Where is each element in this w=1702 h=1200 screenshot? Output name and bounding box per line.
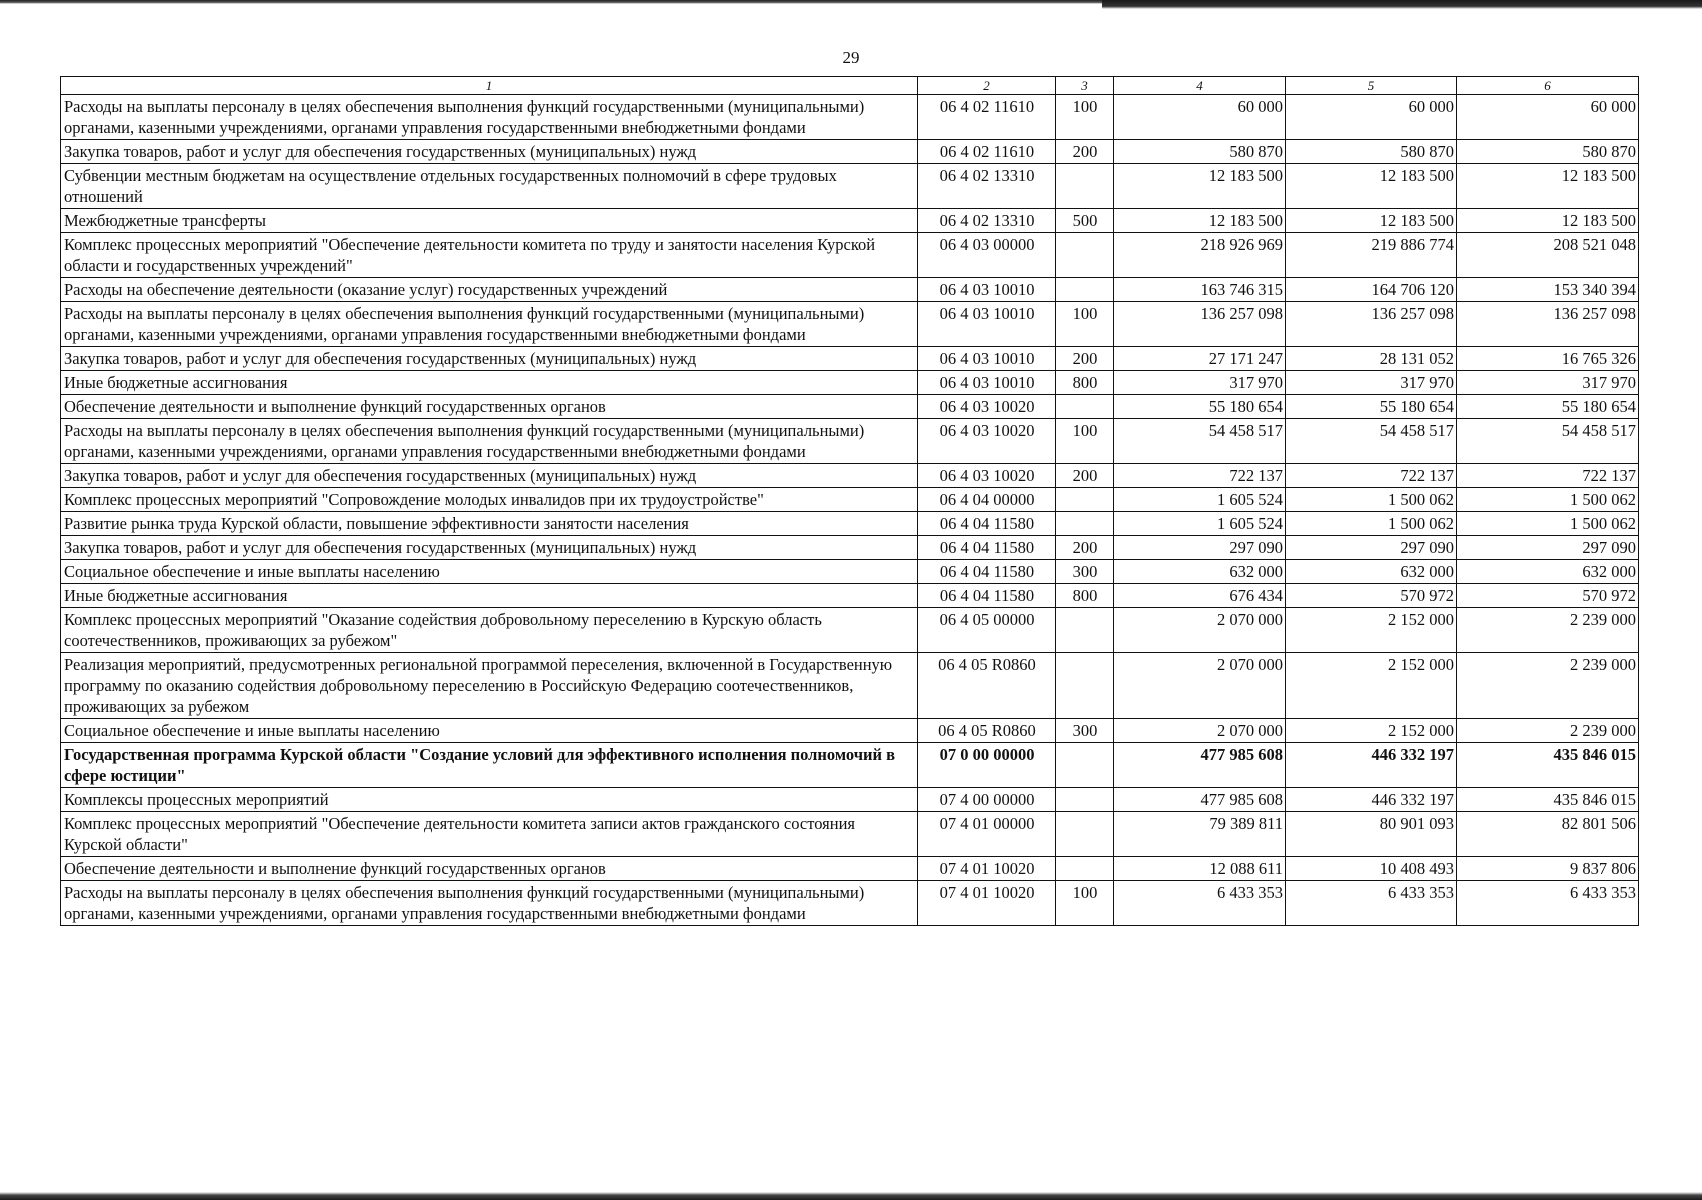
row-value-col4: 1 605 524 xyxy=(1114,488,1286,512)
row-value-col6: 317 970 xyxy=(1457,371,1639,395)
row-kind-cell: 200 xyxy=(1056,140,1114,164)
row-value-col4: 676 434 xyxy=(1114,584,1286,608)
row-name-cell: Социальное обеспечение и иные выплаты населению xyxy=(61,719,918,743)
row-value-col4: 297 090 xyxy=(1114,536,1286,560)
row-name-cell: Комплекс процессных мероприятий "Оказание содействия добровольному переселению в Курскую область соотечественников, проживающих за рубежом" xyxy=(61,608,918,653)
header-col-1: 1 xyxy=(61,77,918,95)
row-value-col4: 218 926 969 xyxy=(1114,233,1286,278)
row-kind-cell xyxy=(1056,812,1114,857)
row-value-col6: 2 239 000 xyxy=(1457,608,1639,653)
row-code-cell: 06 4 03 10020 xyxy=(918,395,1056,419)
row-value-col4: 12 183 500 xyxy=(1114,209,1286,233)
row-kind-cell: 100 xyxy=(1056,95,1114,140)
table-row xyxy=(61,419,1639,464)
row-name-cell: Закупка товаров, работ и услуг для обеспечения государственных (муниципальных) нужд xyxy=(61,140,918,164)
row-value-col6: 2 239 000 xyxy=(1457,653,1639,719)
table-row xyxy=(61,812,1639,857)
row-code-cell: 06 4 04 11580 xyxy=(918,512,1056,536)
row-value-col4: 477 985 608 xyxy=(1114,788,1286,812)
scan-edge-top-right xyxy=(1102,0,1702,9)
row-name-cell: Комплекс процессных мероприятий "Сопровождение молодых инвалидов при их трудоустройстве" xyxy=(61,488,918,512)
row-name-cell: Иные бюджетные ассигнования xyxy=(61,584,918,608)
row-value-col6: 1 500 062 xyxy=(1457,488,1639,512)
row-kind-cell xyxy=(1056,653,1114,719)
row-value-col5: 2 152 000 xyxy=(1286,608,1457,653)
table-row xyxy=(61,743,1639,788)
table-row xyxy=(61,464,1639,488)
row-code-cell: 06 4 03 10010 xyxy=(918,371,1056,395)
row-code-cell: 06 4 02 13310 xyxy=(918,164,1056,209)
row-kind-cell xyxy=(1056,164,1114,209)
row-name-cell: Обеспечение деятельности и выполнение функций государственных органов xyxy=(61,857,918,881)
table-row xyxy=(61,347,1639,371)
row-kind-cell: 800 xyxy=(1056,371,1114,395)
row-value-col5: 55 180 654 xyxy=(1286,395,1457,419)
row-value-col4: 27 171 247 xyxy=(1114,347,1286,371)
table-row xyxy=(61,881,1639,926)
table-row xyxy=(61,512,1639,536)
row-value-col4: 580 870 xyxy=(1114,140,1286,164)
row-value-col5: 80 901 093 xyxy=(1286,812,1457,857)
row-kind-cell xyxy=(1056,512,1114,536)
table-row xyxy=(61,278,1639,302)
row-kind-cell: 100 xyxy=(1056,419,1114,464)
row-kind-cell: 100 xyxy=(1056,881,1114,926)
row-name-cell: Государственная программа Курской области "Создание условий для эффективного исполнения полномочий в сфере юстиции" xyxy=(61,743,918,788)
header-col-3: 3 xyxy=(1056,77,1114,95)
row-kind-cell xyxy=(1056,608,1114,653)
row-name-cell: Расходы на выплаты персоналу в целях обеспечения выполнения функций государственными (муниципальными) органами, казенными учреждениями, органами управления государственными внебюджетными фондами xyxy=(61,419,918,464)
row-value-col4: 2 070 000 xyxy=(1114,719,1286,743)
row-value-col5: 632 000 xyxy=(1286,560,1457,584)
row-value-col6: 208 521 048 xyxy=(1457,233,1639,278)
header-col-4: 4 xyxy=(1114,77,1286,95)
table-row xyxy=(61,653,1639,719)
row-value-col4: 2 070 000 xyxy=(1114,653,1286,719)
row-value-col6: 6 433 353 xyxy=(1457,881,1639,926)
row-kind-cell xyxy=(1056,233,1114,278)
row-name-cell: Комплексы процессных мероприятий xyxy=(61,788,918,812)
row-code-cell: 06 4 03 10010 xyxy=(918,278,1056,302)
row-value-col5: 2 152 000 xyxy=(1286,719,1457,743)
row-name-cell: Закупка товаров, работ и услуг для обеспечения государственных (муниципальных) нужд xyxy=(61,464,918,488)
row-value-col5: 54 458 517 xyxy=(1286,419,1457,464)
row-code-cell: 07 4 01 10020 xyxy=(918,857,1056,881)
row-value-col5: 1 500 062 xyxy=(1286,512,1457,536)
row-value-col6: 722 137 xyxy=(1457,464,1639,488)
row-name-cell: Закупка товаров, работ и услуг для обеспечения государственных (муниципальных) нужд xyxy=(61,536,918,560)
row-code-cell: 06 4 02 11610 xyxy=(918,140,1056,164)
table-row xyxy=(61,164,1639,209)
row-value-col5: 6 433 353 xyxy=(1286,881,1457,926)
row-value-col6: 9 837 806 xyxy=(1457,857,1639,881)
row-value-col6: 2 239 000 xyxy=(1457,719,1639,743)
row-value-col5: 2 152 000 xyxy=(1286,653,1457,719)
row-value-col5: 570 972 xyxy=(1286,584,1457,608)
row-value-col6: 12 183 500 xyxy=(1457,209,1639,233)
row-value-col5: 12 183 500 xyxy=(1286,164,1457,209)
row-code-cell: 07 4 00 00000 xyxy=(918,788,1056,812)
row-value-col5: 164 706 120 xyxy=(1286,278,1457,302)
row-code-cell: 06 4 04 00000 xyxy=(918,488,1056,512)
row-value-col5: 12 183 500 xyxy=(1286,209,1457,233)
row-kind-cell xyxy=(1056,488,1114,512)
scan-edge-bottom xyxy=(0,1192,1702,1200)
row-value-col5: 10 408 493 xyxy=(1286,857,1457,881)
row-name-cell: Комплекс процессных мероприятий "Обеспечение деятельности комитета по труду и занятости населения Курской области и государственных учреждений" xyxy=(61,233,918,278)
row-value-col6: 570 972 xyxy=(1457,584,1639,608)
row-name-cell: Социальное обеспечение и иные выплаты населению xyxy=(61,560,918,584)
row-value-col5: 219 886 774 xyxy=(1286,233,1457,278)
table-row xyxy=(61,488,1639,512)
row-value-col6: 297 090 xyxy=(1457,536,1639,560)
row-code-cell: 07 4 01 00000 xyxy=(918,812,1056,857)
row-value-col6: 54 458 517 xyxy=(1457,419,1639,464)
row-code-cell: 06 4 03 00000 xyxy=(918,233,1056,278)
row-kind-cell: 800 xyxy=(1056,584,1114,608)
row-value-col4: 1 605 524 xyxy=(1114,512,1286,536)
row-value-col6: 60 000 xyxy=(1457,95,1639,140)
table-row xyxy=(61,584,1639,608)
row-value-col4: 55 180 654 xyxy=(1114,395,1286,419)
row-kind-cell: 300 xyxy=(1056,560,1114,584)
table-header xyxy=(61,77,1639,95)
row-value-col6: 580 870 xyxy=(1457,140,1639,164)
table-row xyxy=(61,233,1639,278)
row-value-col4: 79 389 811 xyxy=(1114,812,1286,857)
row-value-col5: 580 870 xyxy=(1286,140,1457,164)
row-value-col5: 722 137 xyxy=(1286,464,1457,488)
header-col-2: 2 xyxy=(918,77,1056,95)
row-value-col6: 435 846 015 xyxy=(1457,788,1639,812)
row-value-col4: 317 970 xyxy=(1114,371,1286,395)
table-body xyxy=(61,95,1639,926)
table-row xyxy=(61,209,1639,233)
row-kind-cell: 200 xyxy=(1056,536,1114,560)
row-value-col6: 82 801 506 xyxy=(1457,812,1639,857)
table-row xyxy=(61,140,1639,164)
row-kind-cell: 300 xyxy=(1056,719,1114,743)
row-name-cell: Иные бюджетные ассигнования xyxy=(61,371,918,395)
row-value-col5: 297 090 xyxy=(1286,536,1457,560)
table-row xyxy=(61,536,1639,560)
row-value-col4: 2 070 000 xyxy=(1114,608,1286,653)
row-kind-cell: 100 xyxy=(1056,302,1114,347)
table-row xyxy=(61,608,1639,653)
table-row xyxy=(61,95,1639,140)
row-value-col4: 722 137 xyxy=(1114,464,1286,488)
row-value-col4: 6 433 353 xyxy=(1114,881,1286,926)
row-value-col6: 153 340 394 xyxy=(1457,278,1639,302)
row-value-col6: 136 257 098 xyxy=(1457,302,1639,347)
row-value-col5: 446 332 197 xyxy=(1286,788,1457,812)
row-code-cell: 06 4 04 11580 xyxy=(918,584,1056,608)
table-row xyxy=(61,719,1639,743)
row-code-cell: 06 4 05 00000 xyxy=(918,608,1056,653)
row-value-col6: 435 846 015 xyxy=(1457,743,1639,788)
row-name-cell: Расходы на обеспечение деятельности (оказание услуг) государственных учреждений xyxy=(61,278,918,302)
row-value-col5: 136 257 098 xyxy=(1286,302,1457,347)
row-kind-cell xyxy=(1056,278,1114,302)
row-name-cell: Расходы на выплаты персоналу в целях обеспечения выполнения функций государственными (муниципальными) органами, казенными учреждениями, органами управления государственными внебюджетными фондами xyxy=(61,881,918,926)
row-value-col4: 12 088 611 xyxy=(1114,857,1286,881)
row-code-cell: 06 4 03 10010 xyxy=(918,302,1056,347)
row-value-col5: 60 000 xyxy=(1286,95,1457,140)
row-value-col5: 28 131 052 xyxy=(1286,347,1457,371)
header-col-6: 6 xyxy=(1457,77,1639,95)
row-code-cell: 06 4 02 11610 xyxy=(918,95,1056,140)
row-code-cell: 06 4 03 10020 xyxy=(918,419,1056,464)
row-value-col4: 60 000 xyxy=(1114,95,1286,140)
row-value-col4: 54 458 517 xyxy=(1114,419,1286,464)
row-kind-cell xyxy=(1056,395,1114,419)
row-code-cell: 06 4 05 R0860 xyxy=(918,653,1056,719)
row-value-col4: 477 985 608 xyxy=(1114,743,1286,788)
row-code-cell: 06 4 03 10020 xyxy=(918,464,1056,488)
row-code-cell: 06 4 03 10010 xyxy=(918,347,1056,371)
row-value-col6: 55 180 654 xyxy=(1457,395,1639,419)
table-row xyxy=(61,857,1639,881)
row-name-cell: Межбюджетные трансферты xyxy=(61,209,918,233)
row-kind-cell xyxy=(1056,788,1114,812)
budget-table xyxy=(60,76,1639,926)
budget-sheet xyxy=(60,76,1638,926)
row-name-cell: Комплекс процессных мероприятий "Обеспечение деятельности комитета записи актов гражданского состояния Курской области" xyxy=(61,812,918,857)
row-name-cell: Закупка товаров, работ и услуг для обеспечения государственных (муниципальных) нужд xyxy=(61,347,918,371)
row-name-cell: Обеспечение деятельности и выполнение функций государственных органов xyxy=(61,395,918,419)
row-code-cell: 06 4 02 13310 xyxy=(918,209,1056,233)
row-value-col6: 12 183 500 xyxy=(1457,164,1639,209)
table-row xyxy=(61,371,1639,395)
row-code-cell: 07 0 00 00000 xyxy=(918,743,1056,788)
row-code-cell: 06 4 05 R0860 xyxy=(918,719,1056,743)
row-name-cell: Развитие рынка труда Курской области, повышение эффективности занятости населения xyxy=(61,512,918,536)
row-value-col5: 317 970 xyxy=(1286,371,1457,395)
header-col-5: 5 xyxy=(1286,77,1457,95)
row-value-col6: 632 000 xyxy=(1457,560,1639,584)
table-row xyxy=(61,395,1639,419)
row-code-cell: 06 4 04 11580 xyxy=(918,560,1056,584)
row-name-cell: Субвенции местным бюджетам на осуществление отдельных государственных полномочий в сфере трудовых отношений xyxy=(61,164,918,209)
row-kind-cell: 500 xyxy=(1056,209,1114,233)
row-kind-cell: 200 xyxy=(1056,464,1114,488)
header-row xyxy=(61,77,1639,95)
row-value-col5: 446 332 197 xyxy=(1286,743,1457,788)
row-value-col4: 632 000 xyxy=(1114,560,1286,584)
table-row xyxy=(61,302,1639,347)
row-value-col4: 163 746 315 xyxy=(1114,278,1286,302)
row-kind-cell xyxy=(1056,857,1114,881)
row-value-col6: 1 500 062 xyxy=(1457,512,1639,536)
row-code-cell: 06 4 04 11580 xyxy=(918,536,1056,560)
row-value-col5: 1 500 062 xyxy=(1286,488,1457,512)
row-value-col4: 136 257 098 xyxy=(1114,302,1286,347)
row-name-cell: Расходы на выплаты персоналу в целях обеспечения выполнения функций государственными (муниципальными) органами, казенными учреждениями, органами управления государственными внебюджетными фондами xyxy=(61,95,918,140)
row-kind-cell xyxy=(1056,743,1114,788)
row-name-cell: Расходы на выплаты персоналу в целях обеспечения выполнения функций государственными (муниципальными) органами, казенными учреждениями, органами управления государственными внебюджетными фондами xyxy=(61,302,918,347)
row-code-cell: 07 4 01 10020 xyxy=(918,881,1056,926)
row-name-cell: Реализация мероприятий, предусмотренных региональной программой переселения, включенной в Государственную программу по оказанию содействия добровольному переселению в Российскую Федерацию соотечественников, проживающих за рубежом xyxy=(61,653,918,719)
row-value-col4: 12 183 500 xyxy=(1114,164,1286,209)
row-kind-cell: 200 xyxy=(1056,347,1114,371)
table-row xyxy=(61,788,1639,812)
table-row xyxy=(61,560,1639,584)
page-number: 29 xyxy=(842,48,860,67)
row-value-col6: 16 765 326 xyxy=(1457,347,1639,371)
